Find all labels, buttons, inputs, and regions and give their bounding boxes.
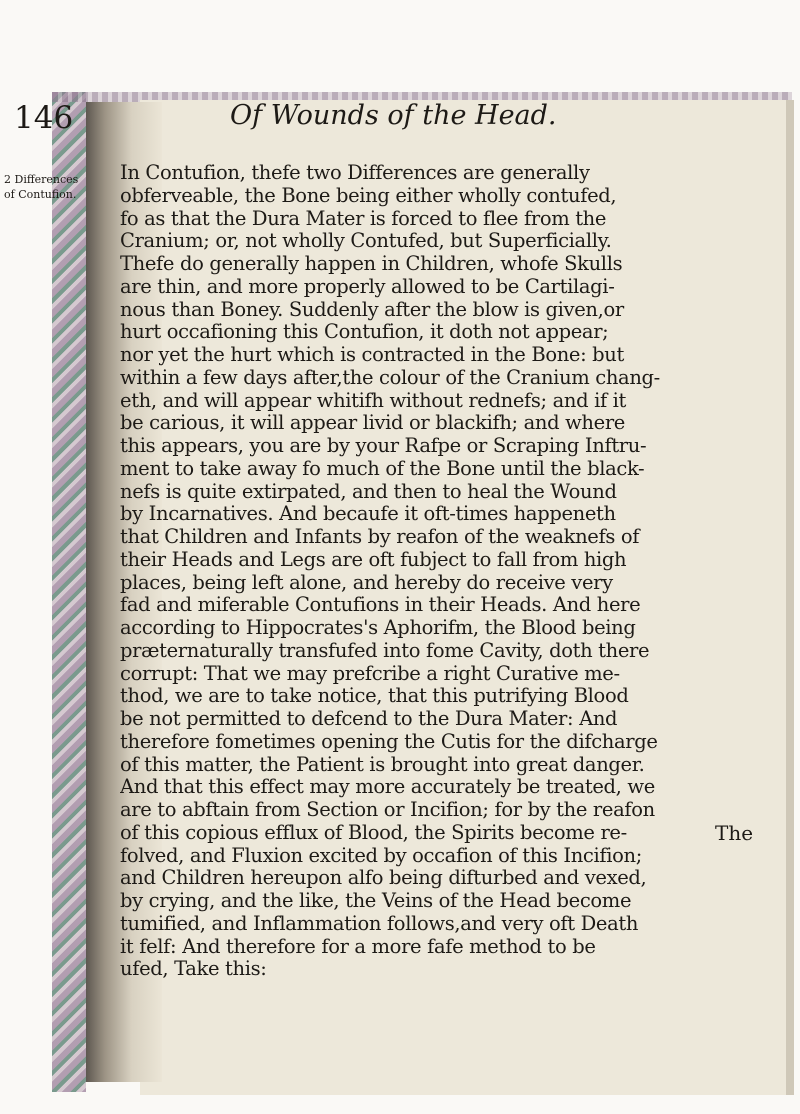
text-line: of this copious efflux of Blood, the Spirits become re- [120, 821, 627, 844]
text-line: nefs is quite extirpated, and then to heal the Wound [120, 480, 617, 503]
text-line: ment to take away fo much of the Bone until the black- [120, 457, 645, 480]
text-line: by crying, and the like, the Veins of the Head become [120, 890, 632, 912]
text-line: are thin, and more properly allowed to be Cartilagi- [120, 275, 615, 298]
text-line: be carious, it will appear livid or blackifh; and where [120, 412, 625, 435]
text-line: of this matter, the Patient is brought into great danger. [120, 753, 645, 776]
page-number: 146 [14, 100, 74, 136]
text-line: And that this effect may more accurately be treated, we [120, 776, 655, 799]
text-line: their Heads and Legs are oft fubject to fall from high [120, 548, 627, 571]
text-line: it felf: And therefore for a more fafe method to be [120, 935, 596, 958]
text-line: are to abftain from Section or Incifion; for by the reafon [120, 799, 655, 821]
margin-note [4, 172, 100, 202]
text-line: according to Hippocrates's Aphorifm, the Blood being [120, 617, 636, 639]
text-line: Thefe do generally happen in Children, whofe Skulls [120, 253, 623, 275]
text-line: this appears, you are by your Rafpe or Scraping Inftru- [120, 435, 647, 457]
text-line: folved, and Fluxion excited by occafion of this Incifion; [120, 844, 642, 867]
text-line: fo as that the Dura Mater is forced to flee from the [120, 207, 607, 230]
text-line: nous than Boney. Suddenly after the blow is given,or [120, 298, 624, 321]
running-header: Of Wounds of the Head. [230, 100, 557, 131]
text-line: corrupt: That we may prefcribe a right Curative me- [120, 662, 620, 685]
page-edge [786, 100, 794, 1095]
text-line: eth, and will appear whitifh without rednefs; and if it [120, 389, 627, 412]
text-line: within a few days after,the colour of the Cranium chang- [120, 366, 660, 389]
text-line: In Contufion, thefe two Differences are generally [120, 162, 590, 184]
text-line: by Incarnatives. And becaufe it oft-times happeneth [120, 503, 616, 526]
text-line: thod, we are to take notice, that this putrifying Blood [120, 685, 629, 708]
text-line: ufed, Take this: [120, 958, 267, 981]
text-line: tumified, and Inflammation follows,and very oft Death [120, 912, 639, 935]
text-line: places, being left alone, and hereby do receive very [120, 571, 613, 594]
body-text [120, 162, 786, 981]
margin-note-line: 2 Differences [4, 173, 79, 186]
text-line: fad and miferable Contufions in their Heads. And here [120, 594, 641, 617]
book-binding [52, 92, 86, 1092]
text-line: obferveable, the Bone being either wholly contufed, [120, 184, 617, 207]
text-line: nor yet the hurt which is contracted in the Bone: but [120, 344, 624, 366]
text-line: hurt occafioning this Contufion, it doth not appear; [120, 321, 609, 344]
text-line: and Children hereupon alfo being difturbed and vexed, [120, 867, 647, 890]
text-line: be not permitted to defcend to the Dura Mater: And [120, 708, 618, 730]
catchword: The [715, 821, 754, 845]
text-line: that Children and Infants by reafon of the weaknefs of [120, 526, 640, 548]
text-line: præternaturally transfufed into fome Cavity, doth there [120, 639, 650, 662]
text-line: Cranium; or, not wholly Contufed, but Superficially. [120, 230, 612, 253]
text-line: therefore fometimes opening the Cutis for the difcharge [120, 730, 658, 753]
margin-note-line: of Contufion. [4, 188, 77, 201]
